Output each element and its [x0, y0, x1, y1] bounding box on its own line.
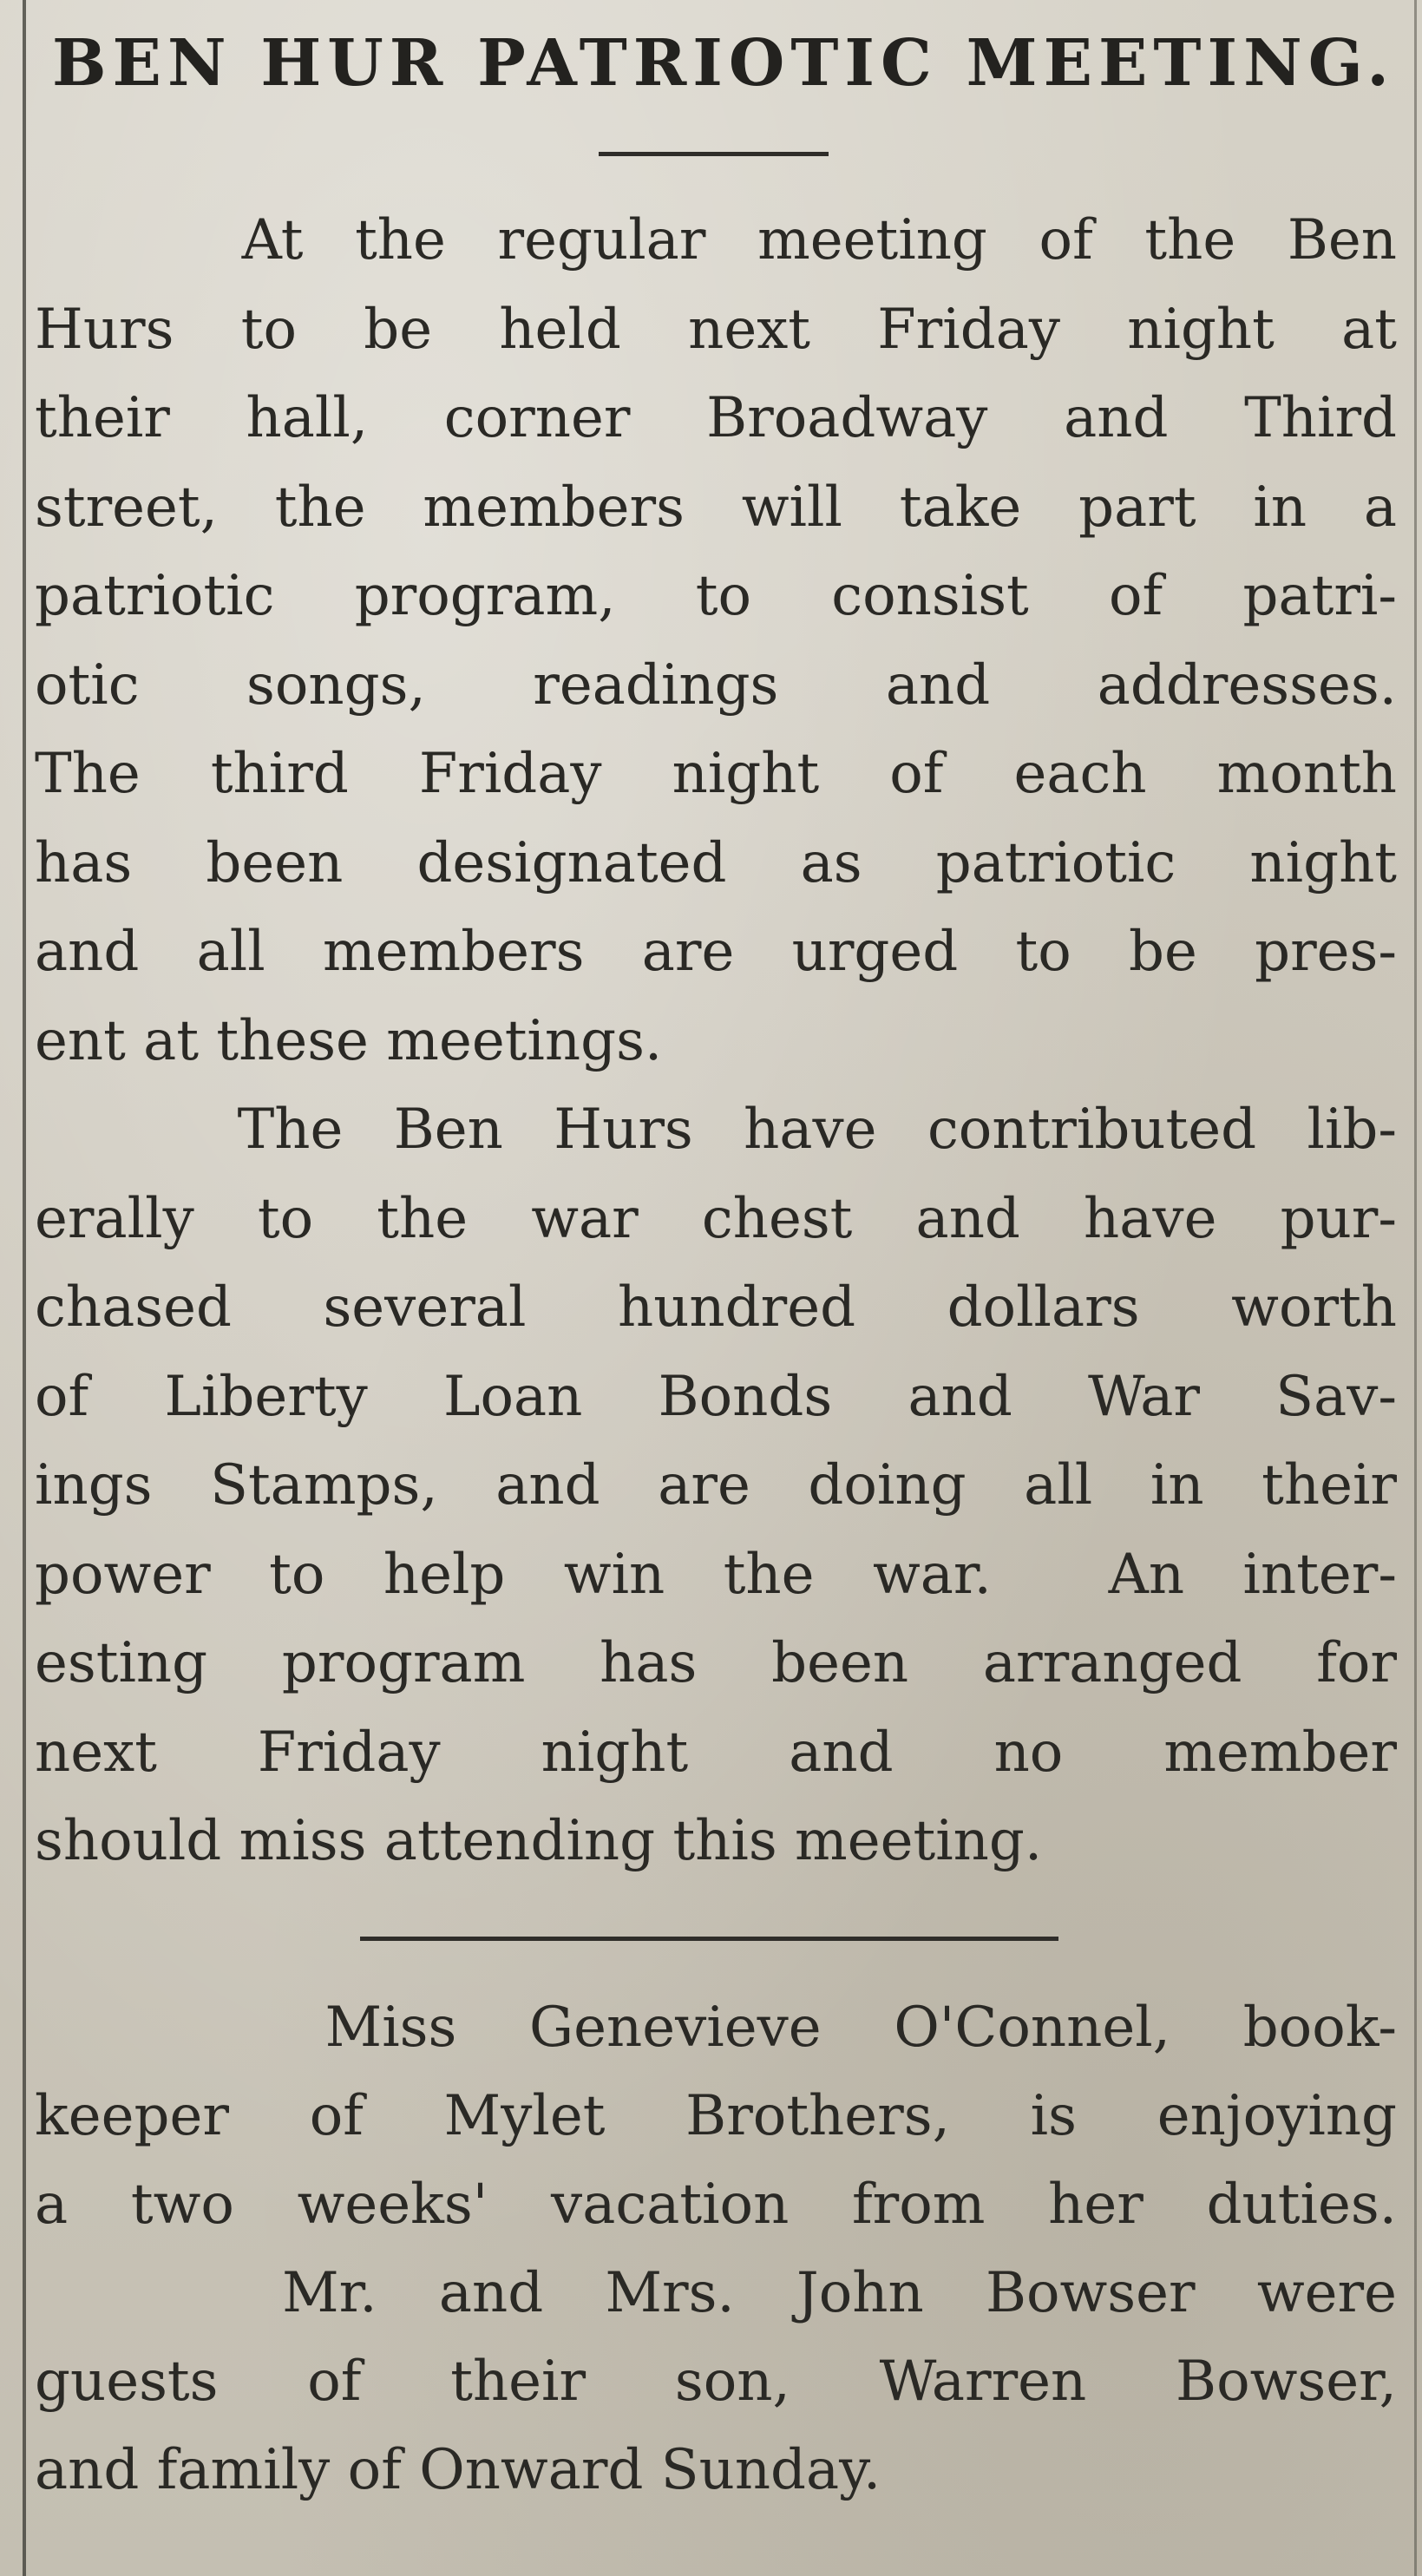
article-line: erally to the war chest and have pur- — [35, 1186, 1397, 1251]
article-line: and all members are urged to be pres- — [35, 920, 1397, 984]
article-line: The Ben Hurs have contributed lib- — [35, 1098, 1397, 1162]
column-rule-right — [1414, 0, 1417, 2576]
brief-line: guests of their son, Warren Bowser, — [35, 2350, 1397, 2414]
headline-rule — [599, 152, 829, 156]
article-line: should miss attending this meeting. — [35, 1809, 1043, 1873]
brief-line: keeper of Mylet Brothers, is enjoying — [35, 2084, 1397, 2148]
article-line: The third Friday night of each month — [35, 742, 1397, 806]
article-line: esting program has been arranged for — [35, 1631, 1397, 1695]
brief-line: Miss Genevieve O'Connel, book- — [35, 1996, 1397, 2060]
column-rule-left — [23, 0, 26, 2576]
article-line: of Liberty Loan Bonds and War Sav- — [35, 1364, 1397, 1429]
article-line: Hurs to be held next Friday night at — [35, 297, 1397, 362]
brief-line: Mr. and Mrs. John Bowser were — [35, 2261, 1397, 2325]
section-rule — [360, 1937, 1058, 1941]
article-line: patriotic program, to consist of patri- — [35, 564, 1397, 628]
article-line: ings Stamps, and are doing all in their — [35, 1453, 1397, 1517]
article-line: has been designated as patriotic night — [35, 830, 1397, 895]
article-line: otic songs, readings and addresses. — [35, 652, 1397, 718]
article-line: next Friday night and no member — [35, 1720, 1397, 1785]
brief-line: and family of Onward Sunday. — [35, 2438, 881, 2502]
brief-line: a two weeks' vacation from her duties. — [35, 2173, 1397, 2237]
article-line: power to help win the war. An inter- — [35, 1542, 1397, 1607]
article-line: street, the members will take part in a — [35, 475, 1397, 540]
article-line: ent at these meetings. — [35, 1008, 663, 1073]
article-line: At the regular meeting of the Ben — [35, 208, 1397, 272]
headline: BEN HUR PATRIOTIC MEETING. — [52, 26, 1396, 101]
article-line: chased several hundred dollars worth — [35, 1275, 1397, 1340]
article-line: their hall, corner Broadway and Third — [35, 386, 1397, 450]
